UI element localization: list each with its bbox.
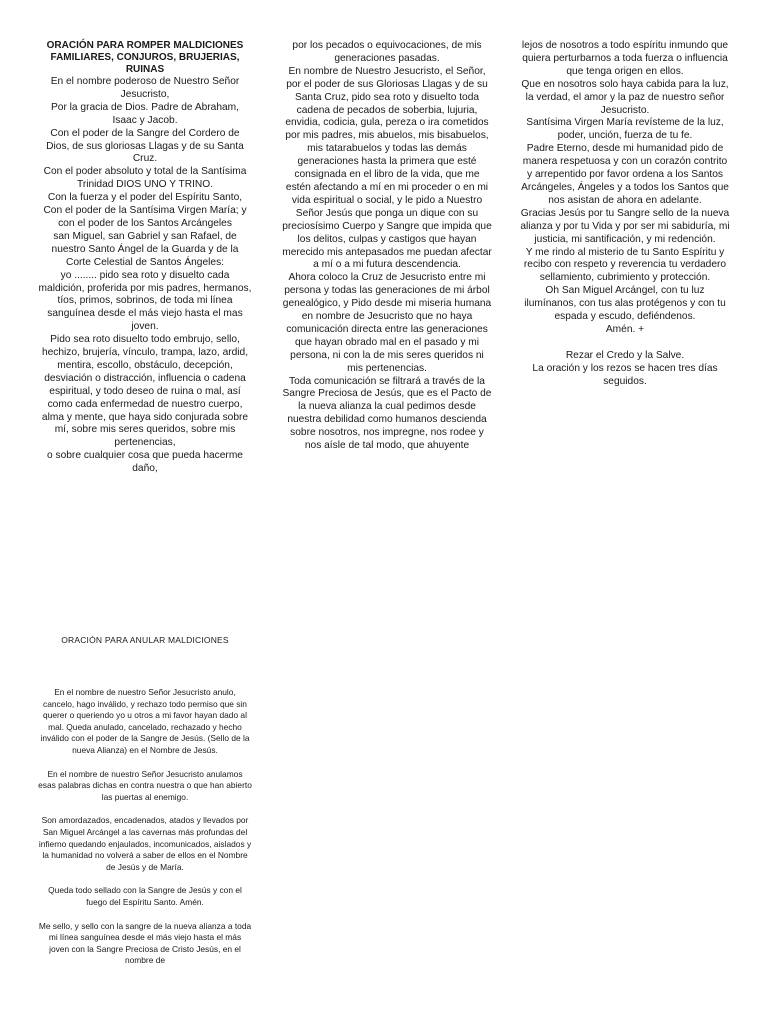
section-title: ORACIÓN PARA ANULAR MALDICIONES <box>61 635 229 645</box>
prayer-line: Santísima Virgen María revísteme de la luz, poder, unción, fuerza de tu fe. <box>526 117 724 142</box>
paragraph: En el nombre de nuestro Señor Jesucristo anulo, cancelo, hago inválido, y rechazo todo permiso que sin querer o queriendo yo u otros a mi favor hayan dado al mal. Queda anulado, cancelado, rechazado y hecho inválido con el poder de la Sangre de Jesús. (Sello de la nueva Alianza) en el Nombre de Jesús. <box>40 687 250 755</box>
prayer-column-3 <box>520 40 730 388</box>
prayer-line: lejos de nosotros a todo espíritu inmundo que quiera perturbarnos a toda fuerza o influencia que tenga origen en ellos. <box>521 40 729 77</box>
prayer-line: Por la gracia de Dios. Padre de Abraham, Isaac y Jacob. <box>50 101 239 126</box>
prayer-title: ORACIÓN PARA ROMPER MALDICIONES FAMILIARES, CONJUROS, BRUJERIAS, RUINAS <box>46 40 244 75</box>
prayer-line: Gracias Jesús por tu Sangre sello de la nueva alianza y por tu Vida y por ser mi sabiduría, mi justicia, mi santificación, y mi redención. <box>520 207 730 245</box>
spacer <box>520 337 730 350</box>
prayer-line: Con la fuerza y el poder del Espíritu Santo, <box>47 192 243 204</box>
paragraph: En el nombre de nuestro Señor Jesucristo anulamos esas palabras dichas en contra nuestra o que han abierto las puertas al enemigo. <box>38 768 252 802</box>
prayer-line: Con el poder absoluto y total de la Santísima Trinidad DIOS UNO Y TRINO. <box>43 166 247 191</box>
prayer-line: Oh San Miguel Arcángel, con tu luz ilumínanos, con tus alas protégenos y con tu espada y escudo, defiéndenos. <box>524 285 726 323</box>
prayer-line: Que en nosotros solo haya cabida para la luz, la verdad, el amor y la paz de nuestro señor Jesucristo. <box>521 78 729 116</box>
prayer-line: Ahora coloco la Cruz de Jesucristo entre mi persona y todas las generaciones de mi árbol genealógico, y Pido desde mi miseria humana en nombre de Jesucristo que no haya comunicación directa entre las generaciones que hayan obrado mal en el pasado y mi persona, ni con la de mis seres queridos ni mis pertenencias. <box>282 272 492 374</box>
prayer-column-2 <box>282 40 492 453</box>
prayer-line: o sobre cualquier cosa que pueda hacerme daño, <box>47 450 243 475</box>
prayer-line: En el nombre poderoso de Nuestro Señor Jesucristo, <box>50 76 240 100</box>
prayer-line: En nombre de Nuestro Jesucristo, el Señor, <box>288 65 486 77</box>
annul-curses-section <box>38 635 252 979</box>
prayer-line: Y me rindo al misterio de tu Santo Espíritu y recibo con respeto y reverencia tu verdadero sellamiento, cubrimiento y protección. <box>523 246 727 284</box>
prayer-line: por el poder de sus Gloriosas Llagas y de su Santa Cruz, pido sea roto y disuelto toda cadena de pecados de soberbia, lujuria, envidia, codicia, gula, pereza o ira cometidos por mis padres, mis abuelos, mis bisabuelos, mis tatarabuelos y todas las demás generaciones hasta la primera que esté consignada en el libro de la vida, que me estén afectando a mí en mi proceder o en mi vida espiritual o social, y le pido a Nuestro Señor Jesús que ponga un dique con su preciosísimo Cuerpo y Sangre que impida que los delitos, culpas y castigos que hayan merecido mis antepasados me puedan afectar a mí o a mi futura descendencia. <box>282 78 492 271</box>
prayer-line: yo ........ pido sea roto y disuelto cada maldición, proferida por mis padres, hermanos, tíos, primos, sobrinos, de toda mi línea sanguínea desde el más viejo hasta el mas joven. <box>38 269 252 333</box>
amen-line: Amén. + <box>605 323 645 335</box>
prayer-line: Con el poder de la Santísima Virgen María; y con el poder de los Santos Arcángeles <box>43 205 247 229</box>
prayer-line: por los pecados o equivocaciones, de mis generaciones pasadas. <box>292 40 482 64</box>
closing-instruction: Rezar el Credo y la Salve. <box>565 349 685 361</box>
prayer-line: Padre Eterno, desde mi humanidad pido de manera respetuosa y con un corazón contrito y arrepentido por favor ordena a los Santos Arcángeles, Ángeles y a todos los Santos que nos asistan de ahora en adelante. <box>521 143 729 206</box>
paragraph: Me sello, y sello con la sangre de la nueva alianza a toda mi línea sanguínea desde el más viejo hasta el más joven con la Sangre Preciosa de Cristo Jesús, en el nombre de <box>38 920 252 966</box>
closing-instruction: La oración y los rezos se hacen tres días seguidos. <box>532 362 718 387</box>
prayer-line: Toda comunicación se filtrará a través de la Sangre Preciosa de Jesús, que es el Pacto de la nueva alianza la cual pedimos desde nuestra debilidad como humanos descienda sobre nosotros, nos impregne, nos rodee y nos aísle de tal modo, que ahuyente <box>282 375 492 452</box>
prayer-line: Con el poder de la Sangre del Cordero de Dios, de sus gloriosas Llagas y de su Santa Cruz. <box>46 127 244 165</box>
prayer-column-1 <box>38 40 252 476</box>
prayer-line: Pido sea roto disuelto todo embrujo, sello, hechizo, brujería, vínculo, trampa, lazo, ardid, mentira, escollo, obstáculo, decepción, desviación o distracción, influencia o cadena espiritual, y todo deseo de ruina o mal, así como cada enfermedad de nuestro cuerpo, alma y mente, que haya sido conjurada sobre mí, sobre mis seres queridos, sobre mis pertenencias, <box>41 334 249 449</box>
paragraph: Queda todo sellado con la Sangre de Jesús y con el fuego del Espíritu Santo. Amén. <box>48 885 242 907</box>
paragraph: Son amordazados, encadenados, atados y llevados por San Miguel Arcángel a las cavernas más profundas del infierno quedando enjaulados, incomunicados, aislados y la humanidad no volverá a saber de ellos en el Nombre de Jesús y de María. <box>38 815 252 872</box>
prayer-line: san Miguel, san Gabriel y san Rafael, de nuestro Santo Ángel de la Guarda y de la Corte Celestial de Santos Ángeles: <box>51 230 239 268</box>
